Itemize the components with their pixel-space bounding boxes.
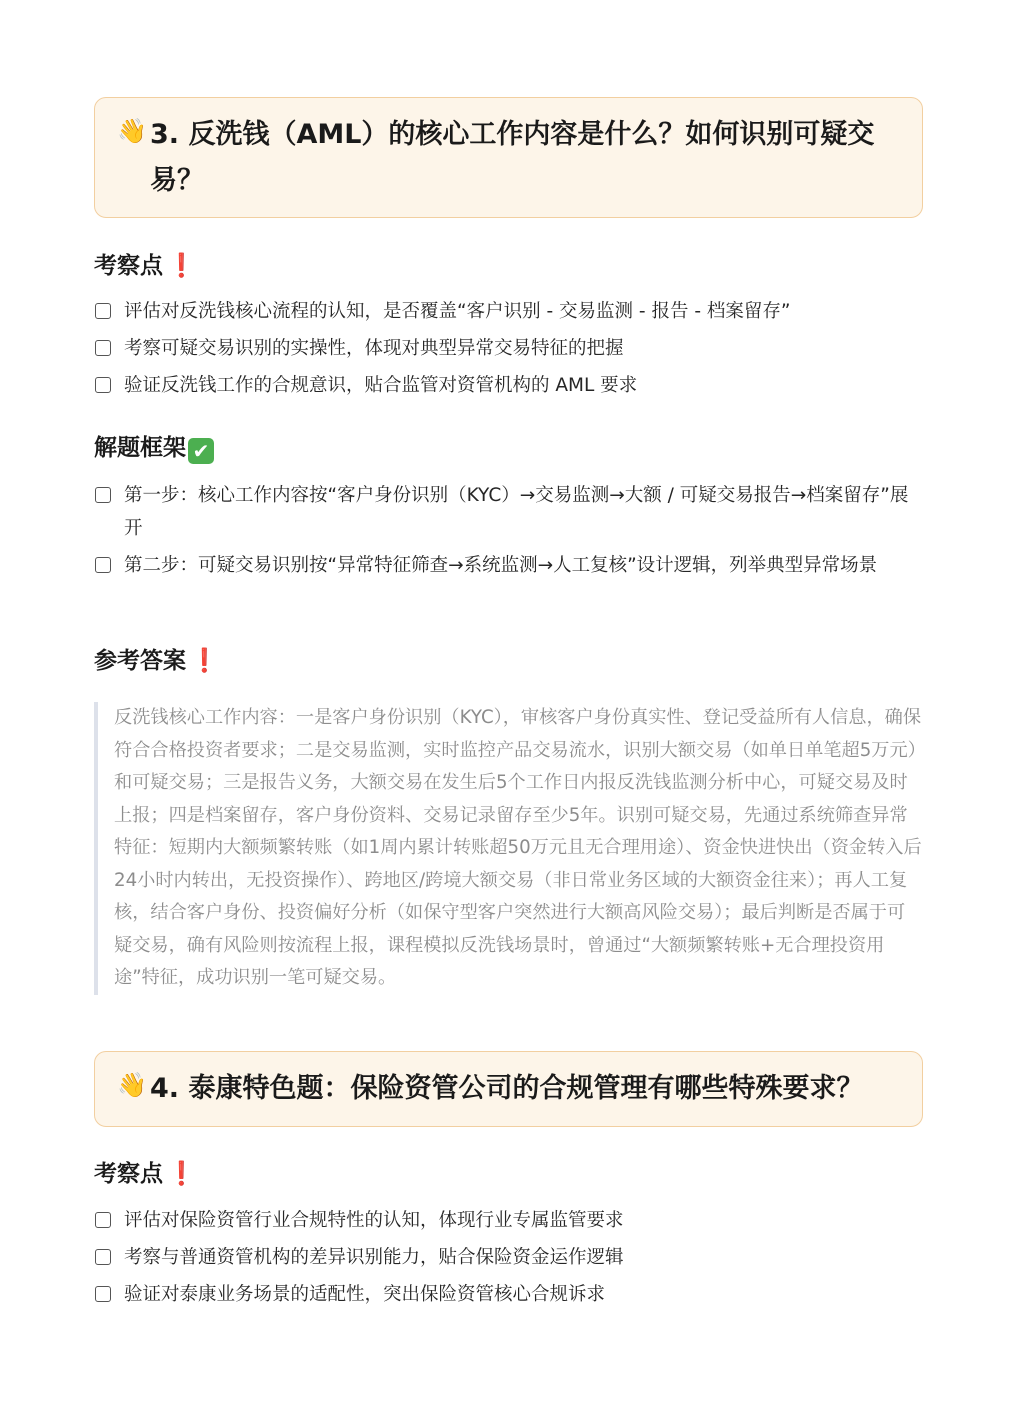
checklist-item [94,332,914,365]
checklist-item-text: 评估对反洗钱核心流程的认知，是否覆盖“客户识别 - 交易监测 - 报告 - 档案留存” [124,301,791,322]
checklist-item-text: 第二步：可疑交易识别按“异常特征筛查→系统监测→人工复核”设计逻辑，列举典型异常场景 [124,555,878,576]
checklist-item-text: 验证反洗钱工作的合规意识，贴合监管对资管机构的 AML 要求 [124,375,638,396]
checkbox[interactable] [95,557,111,573]
checklist-item-text: 第一步：核心工作内容按“客户身份识别（KYC）→交易监测→大额 / 可疑交易报告→档案留存”展开 [124,485,909,539]
checklist-item-text: 评估对保险资管行业合规特性的认知，体现行业专属监管要求 [124,1210,624,1231]
checklist-item [94,549,914,582]
checklist-item-text: 考察可疑交易识别的实操性，体现对典型异常交易特征的把握 [124,338,624,359]
q4-points-list [94,1204,914,1311]
q4-points-heading [94,1158,196,1190]
q3-points-heading [94,250,196,282]
q3-answer-heading-text: 参考答案 [94,648,186,674]
checkbox[interactable] [95,487,111,503]
checklist-item [94,369,914,402]
q3-answer-text: 反洗钱核心工作内容：一是客户身份识别（KYC），审核客户身份真实性、登记受益所有人信息，确保符合合格投资者要求；二是交易监测，实时监控产品交易流水，识别大额交易（如单日单笔超5万元）和可疑交易；三是报告义务，大额交易在发生后5个工作日内报反洗钱监测分析中心，可疑交易及时上报；四是档案留存，客户身份资料、交易记录留存至少5年。识别可疑交易，先通过系统筛查异常特征：短期内大额频繁转账（如1周内累计转账超50万元且无合理用途）、资金快进快出（资金转入后24小时内转出，无投资操作）、跨地区/跨境大额交易（非日常业务区域的大额资金往来）；再人工复核，结合客户身份、投资偏好分析（如保守型客户突然进行大额高风险交易）；最后判断是否属于可疑交易，确有风险则按流程上报，课程模拟反洗钱场景时，曾通过“大额频繁转账+无合理投资用途”特征，成功识别一笔可疑交易。 [114,707,922,988]
checklist-item-text: 验证对泰康业务场景的适配性，突出保险资管核心合规诉求 [124,1284,606,1305]
check-mark-icon: ✔ [188,438,214,464]
q3-answer-heading [94,645,219,677]
q3-framework-heading [94,432,214,464]
checkbox[interactable] [95,303,111,319]
checklist-item [94,295,914,328]
checkbox[interactable] [95,340,111,356]
exclamation-icon: ❗ [167,1161,196,1187]
checklist-item [94,1204,914,1237]
checkbox[interactable] [95,1286,111,1302]
checkbox[interactable] [95,377,111,393]
question-4-card [94,1051,923,1127]
question-3-card [94,97,923,218]
q3-framework-list [94,479,914,582]
waving-hand-icon: 👋 [117,117,147,145]
waving-hand-icon: 👋 [117,1071,147,1099]
checkbox[interactable] [95,1212,111,1228]
question-3-title: 3. 反洗钱（AML）的核心工作内容是什么？如何识别可疑交易？ [150,119,875,196]
q3-points-list [94,295,914,402]
checklist-item [94,1278,914,1311]
checklist-item [94,479,914,545]
exclamation-icon: ❗ [190,648,219,674]
q4-points-heading-text: 考察点 [94,1161,163,1187]
q3-points-heading-text: 考察点 [94,253,163,279]
q3-framework-heading-text: 解题框架 [94,435,186,461]
checkbox[interactable] [95,1249,111,1265]
checklist-item-text: 考察与普通资管机构的差异识别能力，贴合保险资金运作逻辑 [124,1247,624,1268]
checklist-item [94,1241,914,1274]
question-4-title: 4. 泰康特色题：保险资管公司的合规管理有哪些特殊要求？ [150,1073,864,1104]
q3-answer-block [94,702,923,995]
exclamation-icon: ❗ [167,253,196,279]
